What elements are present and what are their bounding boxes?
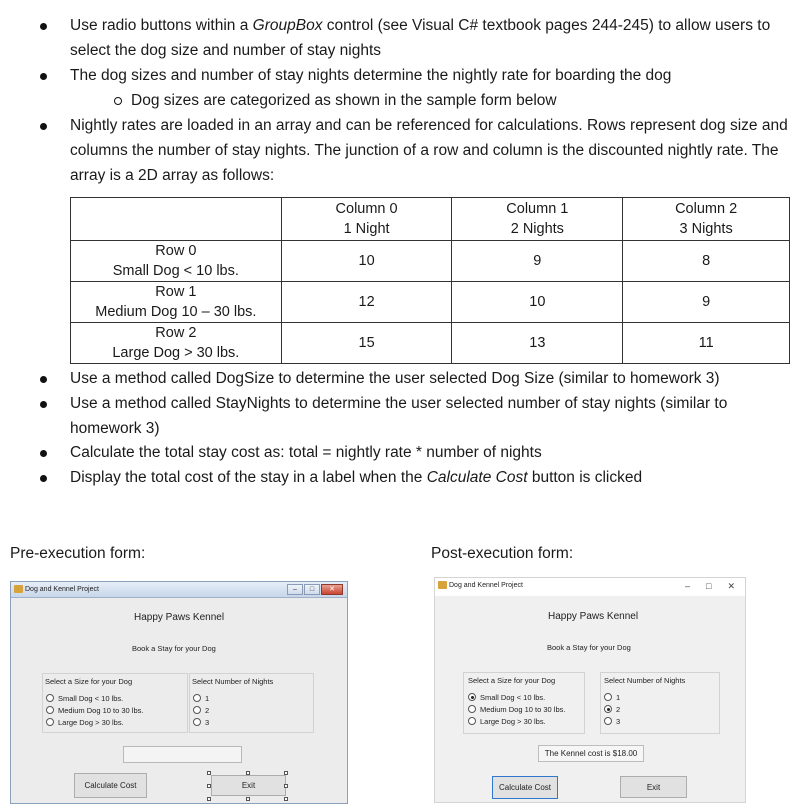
bullet-dot xyxy=(40,450,47,457)
exit-button[interactable]: Exit xyxy=(211,775,286,796)
row-header xyxy=(71,282,282,323)
size-option-medium[interactable] xyxy=(468,705,565,715)
table-corner-cell xyxy=(71,198,282,241)
nights-option-3[interactable] xyxy=(193,718,209,728)
radio-button[interactable] xyxy=(193,706,201,714)
rate-cell: 10 xyxy=(281,241,452,282)
resize-handle[interactable] xyxy=(246,771,250,775)
resize-handle[interactable] xyxy=(207,771,211,775)
bullet-display-total xyxy=(70,465,794,490)
form-heading: Happy Paws Kennel xyxy=(548,611,639,622)
rate-cell: 9 xyxy=(623,282,790,323)
bullet-text xyxy=(70,444,542,461)
rate-cell: 11 xyxy=(623,323,790,364)
radio-button[interactable] xyxy=(604,717,612,725)
text-run: The dog sizes and number of stay nights determine the nightly rate for boarding the dog xyxy=(70,67,672,84)
option-label: Medium Dog 10 to 30 lbs. xyxy=(58,706,144,715)
groupbox-label: Select Number of Nights xyxy=(192,677,274,686)
size-option-small[interactable] xyxy=(46,694,123,704)
option-label: 1 xyxy=(616,693,621,702)
close-icon[interactable]: ✕ xyxy=(727,581,735,591)
rate-cell: 15 xyxy=(281,323,452,364)
text-run: Use radio buttons within a xyxy=(70,17,253,34)
bullet-staynights-method xyxy=(70,391,794,441)
resize-handle[interactable] xyxy=(207,784,211,788)
text-run: Use a method called StayNights to determine the user selected number of stay nights (similar to homework 3) xyxy=(70,395,728,437)
radio-button[interactable] xyxy=(468,717,476,725)
text-run: Calculate the total stay cost as: total = nightly rate * number of nights xyxy=(70,444,542,461)
bullet-text xyxy=(70,395,727,437)
emphasized-term: Calculate Cost xyxy=(426,469,528,486)
window-title: Dog and Kennel Project xyxy=(25,586,99,593)
rate-cell: 13 xyxy=(452,323,623,364)
column-title: Column 0 xyxy=(335,201,398,217)
column-subtitle: 1 Night xyxy=(343,221,390,237)
bullet-total-formula xyxy=(70,440,794,465)
form-heading: Happy Paws Kennel xyxy=(134,612,225,623)
table-row xyxy=(71,323,790,364)
nights-option-1[interactable] xyxy=(193,694,209,704)
bullet-text xyxy=(70,67,671,84)
row-subtitle: Large Dog > 30 lbs. xyxy=(112,345,240,361)
form-subheading: Book a Stay for your Dog xyxy=(132,644,216,653)
size-option-medium[interactable] xyxy=(46,706,143,716)
column-title: Column 2 xyxy=(675,201,738,217)
app-icon xyxy=(14,585,23,593)
groupbox-label: Select a Size for your Dog xyxy=(468,676,556,685)
sub-bullet-dog-sizes xyxy=(131,88,791,113)
maximize-icon[interactable]: □ xyxy=(706,581,712,591)
bullet-text xyxy=(70,370,720,387)
post-execution-form xyxy=(434,577,746,803)
bullet-text xyxy=(70,469,642,486)
radio-button[interactable] xyxy=(193,694,201,702)
pre-execution-form xyxy=(10,581,348,804)
option-label: Small Dog < 10 lbs. xyxy=(480,693,546,702)
resize-handle[interactable] xyxy=(207,797,211,801)
form-subheading: Book a Stay for your Dog xyxy=(547,643,631,652)
calculate-cost-button[interactable]: Calculate Cost xyxy=(74,773,147,798)
row-subtitle: Small Dog < 10 lbs. xyxy=(112,263,239,279)
radio-button[interactable] xyxy=(193,718,201,726)
row-subtitle: Medium Dog 10 – 30 lbs. xyxy=(95,304,257,320)
maximize-icon[interactable]: □ xyxy=(304,584,320,595)
emphasized-term: GroupBox xyxy=(252,17,323,34)
title-bar xyxy=(11,582,347,598)
column-header xyxy=(452,198,623,241)
rates-table xyxy=(70,197,790,364)
option-label: 2 xyxy=(205,706,210,715)
nights-option-2[interactable] xyxy=(193,706,209,716)
rate-cell: 8 xyxy=(623,241,790,282)
radio-button[interactable] xyxy=(468,705,476,713)
column-subtitle: 3 Nights xyxy=(679,221,733,237)
column-header xyxy=(623,198,790,241)
text-run: Display the total cost of the stay in a label when the xyxy=(70,469,427,486)
bullet-dot xyxy=(40,401,47,408)
window-controls xyxy=(286,584,343,595)
row-header xyxy=(71,323,282,364)
column-header xyxy=(281,198,452,241)
bullet-text xyxy=(70,17,770,59)
bullet-dot xyxy=(40,376,47,383)
resize-handle[interactable] xyxy=(246,797,250,801)
option-label: Small Dog < 10 lbs. xyxy=(58,694,124,703)
post-execution-caption: Post-execution form: xyxy=(431,545,574,562)
rate-cell: 9 xyxy=(452,241,623,282)
option-label: Large Dog > 30 lbs. xyxy=(480,717,546,726)
groupbox-label: Select Number of Nights xyxy=(604,676,686,685)
resize-handle[interactable] xyxy=(284,797,288,801)
title-bar xyxy=(435,578,745,596)
bullet-dot xyxy=(40,123,47,130)
option-label: Medium Dog 10 to 30 lbs. xyxy=(480,705,566,714)
option-label: Large Dog > 30 lbs. xyxy=(58,718,124,727)
text-run: control (see Visual C# textbook pages 244-245) to allow users to select the dog size and number of stay nights xyxy=(70,17,771,59)
row-title: Row 1 xyxy=(155,284,197,300)
bullet-array xyxy=(70,113,794,188)
option-label: 3 xyxy=(205,718,210,727)
nights-option-1[interactable] xyxy=(604,693,620,703)
rate-cell: 12 xyxy=(281,282,452,323)
exit-button[interactable]: Exit xyxy=(620,776,687,798)
nights-option-3[interactable] xyxy=(604,717,620,727)
nights-groupbox xyxy=(189,673,314,733)
radio-button-selected[interactable] xyxy=(604,705,612,713)
bullet-dot xyxy=(40,23,47,30)
column-title: Column 1 xyxy=(506,201,569,217)
calculate-cost-button[interactable]: Calculate Cost xyxy=(492,776,558,799)
text-run: Nightly rates are loaded in an array and can be referenced for calculations. Rows represent dog size and columns the number of stay nights. The junction of a row and column is the discounted nightly rate. The array is a 2D array as follows: xyxy=(70,117,788,184)
text-run: Use a method called DogSize to determine the user selected Dog Size (similar to homework 3) xyxy=(70,370,720,387)
dog-size-groupbox xyxy=(463,672,585,734)
resize-handle[interactable] xyxy=(284,771,288,775)
radio-button[interactable] xyxy=(46,694,54,702)
bullet-groupbox xyxy=(70,13,794,63)
pre-execution-caption: Pre-execution form: xyxy=(10,545,146,562)
radio-button[interactable] xyxy=(604,693,612,701)
dog-size-groupbox xyxy=(42,673,188,733)
bullet-dogsize-method xyxy=(70,366,794,391)
row-title: Row 0 xyxy=(155,243,197,259)
bullet-rates xyxy=(70,63,794,88)
option-label: 3 xyxy=(616,717,621,726)
radio-button[interactable] xyxy=(46,706,54,714)
close-icon[interactable]: ✕ xyxy=(321,584,343,595)
radio-button-selected[interactable] xyxy=(468,693,476,701)
rate-cell: 10 xyxy=(452,282,623,323)
table-header-row xyxy=(71,198,790,241)
minimize-icon[interactable]: – xyxy=(685,581,691,591)
minimize-icon[interactable]: – xyxy=(287,584,303,595)
column-subtitle: 2 Nights xyxy=(510,221,564,237)
app-icon xyxy=(438,581,447,589)
bullet-dot xyxy=(40,475,47,482)
nights-groupbox xyxy=(600,672,720,734)
bullet-dot xyxy=(40,73,47,80)
size-option-small[interactable] xyxy=(468,693,545,703)
nights-option-2[interactable] xyxy=(604,705,620,715)
window-title: Dog and Kennel Project xyxy=(449,582,523,589)
sub-bullet-text: Dog sizes are categorized as shown in the sample form below xyxy=(131,92,557,109)
resize-handle[interactable] xyxy=(284,784,288,788)
size-option-large[interactable] xyxy=(468,717,546,727)
row-title: Row 2 xyxy=(155,325,197,341)
radio-button[interactable] xyxy=(46,718,54,726)
table-row xyxy=(71,241,790,282)
table-row xyxy=(71,282,790,323)
cost-result-label: The Kennel cost is $18.00 xyxy=(538,745,644,762)
option-label: 1 xyxy=(205,694,210,703)
row-header xyxy=(71,241,282,282)
bullet-text xyxy=(70,117,788,184)
groupbox-label: Select a Size for your Dog xyxy=(45,677,133,686)
option-label: 2 xyxy=(616,705,621,714)
size-option-large[interactable] xyxy=(46,718,124,728)
sub-bullet-circle xyxy=(114,97,122,105)
text-run: button is clicked xyxy=(527,469,643,486)
window-controls xyxy=(685,581,735,592)
cost-output-box xyxy=(123,746,242,763)
